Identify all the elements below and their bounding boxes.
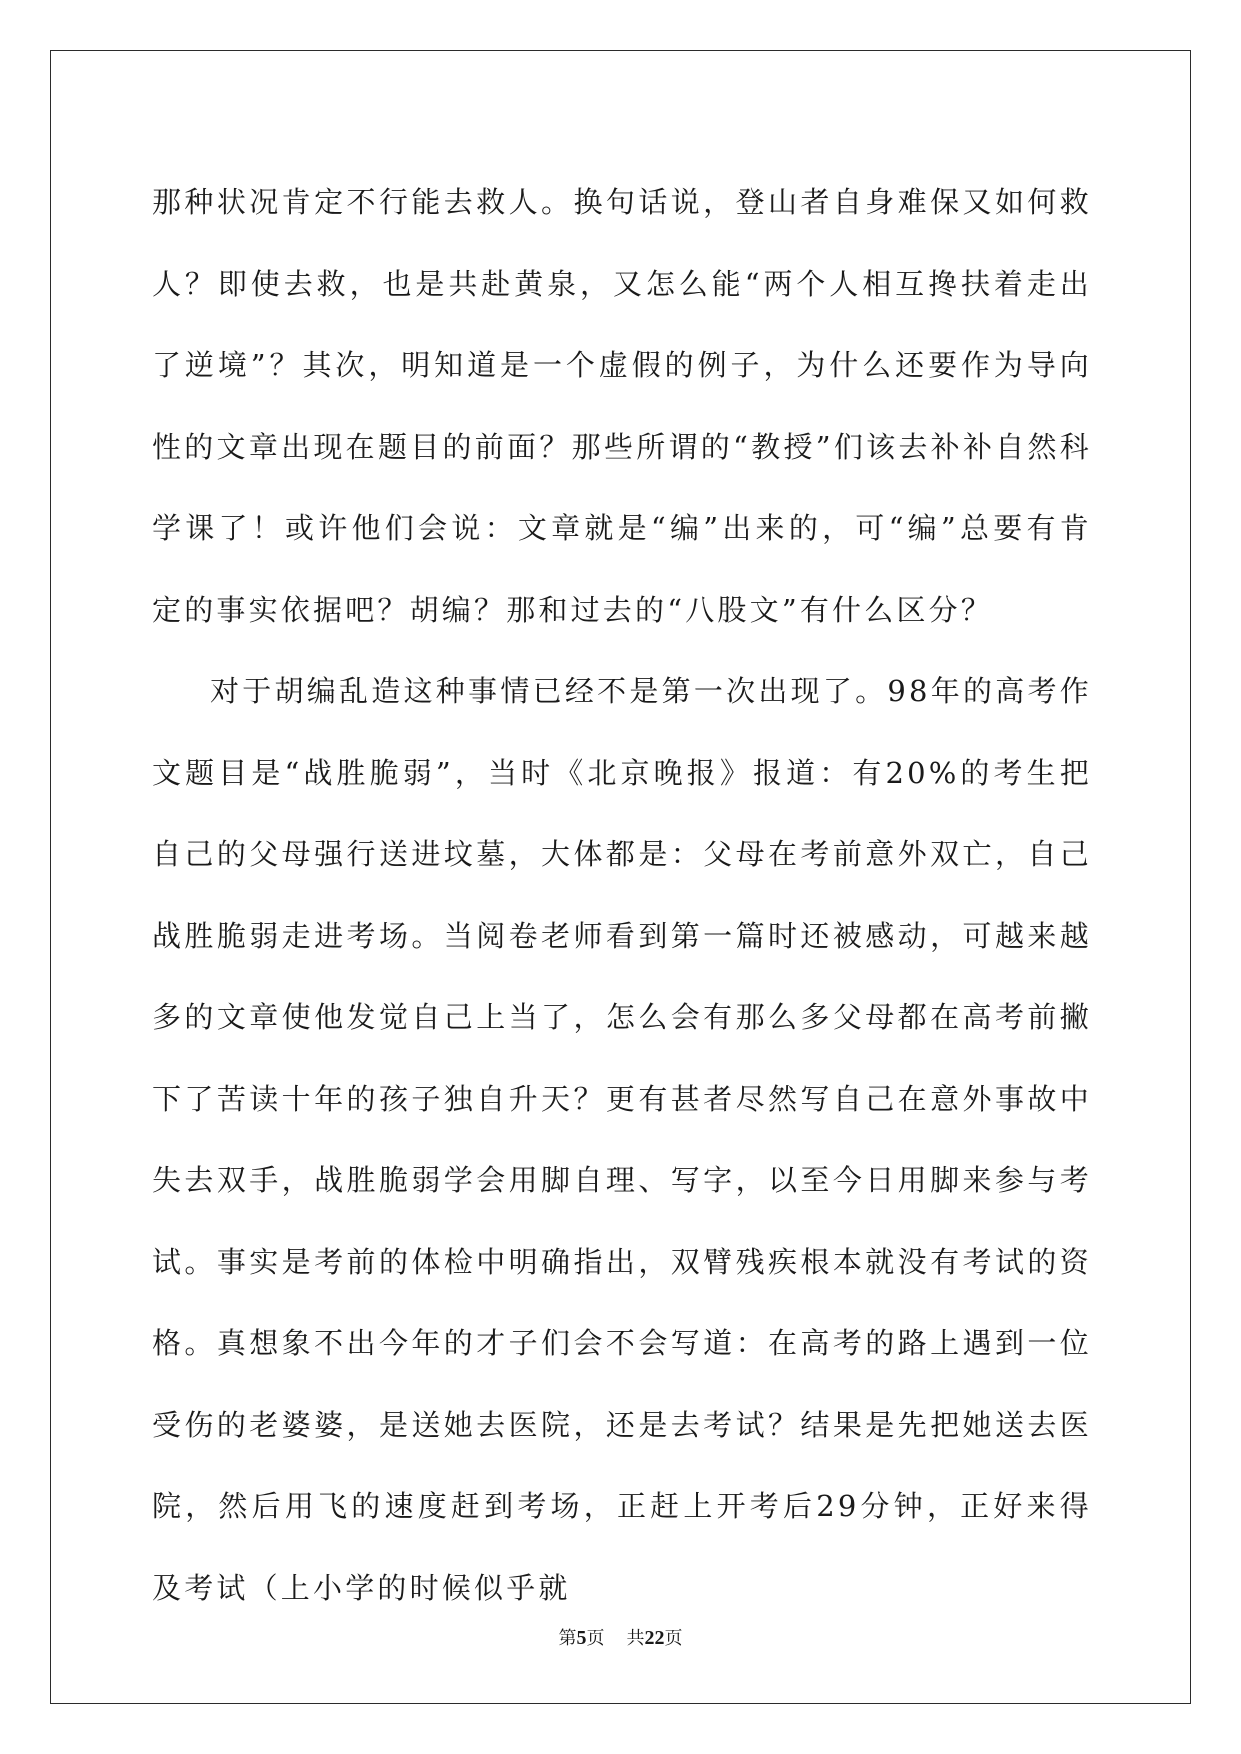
- total-prefix: 共: [626, 1628, 645, 1649]
- paragraph-1: 那种状况肯定不行能去救人。换句话说，登山者自身难保又如何救人？即使去救，也是共赴黄泉，又怎么能“两个人相互搀扶着走出了逆境”？其次，明知道是一个虚假的例子，为什么还要作为导向性的文章出现在题目的前面？那些所谓的“教授”们该去补补自然科学课了！或许他们会说：文章就是“编”出来的，可“编”总要有肯定的事实依据吧？胡编？那和过去的“八股文”有什么区分？: [152, 185, 1092, 627]
- total-suffix: 页: [664, 1628, 683, 1649]
- paragraph-2: 对于胡编乱造这种事情已经不是第一次出现了。98年的高考作文题目是“战胜脆弱”，当时《北京晚报》报道：有20%的考生把自己的父母强行送进坟墓，大体都是：父母在考前意外双亡，自己战胜脆弱走进考场。当阅卷老师看到第一篇时还被感动，可越来越多的文章使他发觉自己上当了，怎么会有那么多父母都在高考前撇下了苦读十年的孩子独自升天？更有甚者尽然写自己在意外事故中失去双手，战胜脆弱学会用脚自理、写字，以至今日用脚来参与考试。事实是考前的体检中明确指出，双臂残疾根本就没有考试的资格。真想象不出今年的才子们会不会写道：在高考的路上遇到一位受伤的老婆婆，是送她去医院，还是去考试？结果是先把她送去医院，然后用飞的速度赶到考场，正赶上开考后29分钟，正好来得及考试（上小学的时候似乎就: [152, 674, 1092, 1605]
- page-footer: [0, 1627, 1241, 1650]
- page-number: 5: [576, 1627, 587, 1649]
- document-body: [152, 162, 1092, 1629]
- page-prefix: 第: [558, 1628, 577, 1649]
- total-pages: 22: [644, 1627, 665, 1649]
- page-suffix: 页: [586, 1628, 605, 1649]
